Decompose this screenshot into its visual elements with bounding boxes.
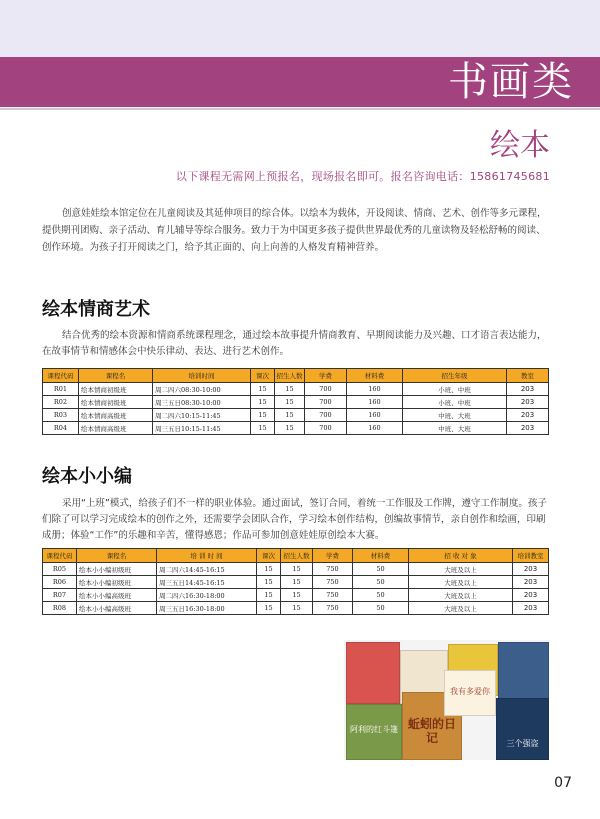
course-code: R02 <box>43 396 79 409</box>
book-cover <box>444 670 496 716</box>
column-header: 培训教室 <box>513 549 549 563</box>
table-header-row <box>43 369 549 383</box>
course-time: 周二四六10:15-11:45 <box>153 409 251 422</box>
book-cover <box>346 704 402 760</box>
course-name: 绘本小小编初级班 <box>77 576 157 589</box>
course-tuition: 700 <box>305 409 347 422</box>
column-header: 培 训 时 间 <box>157 549 257 563</box>
course-room: 203 <box>513 563 549 576</box>
registration-notice: 以下课程无需网上预报名，现场报名即可。报名咨询电话：15861745681 <box>175 170 550 183</box>
table-row <box>43 589 549 602</box>
course-grade: 大班及以上 <box>409 602 513 615</box>
book-cover <box>496 698 549 760</box>
course-room: 203 <box>507 383 549 396</box>
course-room: 203 <box>513 576 549 589</box>
banner-title: 书画类 <box>448 59 574 105</box>
course-sessions: 15 <box>251 409 275 422</box>
course-tuition: 750 <box>313 563 353 576</box>
column-header: 招生年级 <box>403 369 507 383</box>
course-room: 203 <box>507 409 549 422</box>
course-material-fee: 50 <box>353 602 409 615</box>
course-table-little-editor <box>42 548 549 615</box>
course-tuition: 750 <box>313 589 353 602</box>
course-code: R04 <box>43 422 79 435</box>
course-name: 绘本情商高级班 <box>79 422 153 435</box>
column-header: 课程代码 <box>43 369 79 383</box>
course-code: R08 <box>43 602 77 615</box>
column-header: 招生人数 <box>281 549 313 563</box>
course-sessions: 15 <box>257 602 281 615</box>
table-row <box>43 396 549 409</box>
column-header: 课次 <box>251 369 275 383</box>
section-title-little-editor: 绘本小小编 <box>42 466 132 487</box>
picture-book-covers-photo <box>344 640 549 760</box>
course-material-fee: 160 <box>347 409 403 422</box>
course-sessions: 15 <box>257 589 281 602</box>
column-header: 招 收 对 象 <box>409 549 513 563</box>
course-sessions: 15 <box>257 563 281 576</box>
section-description-little-editor: 采用“上班”模式，给孩子们不一样的职业体验。通过面试，签订合同，着统一工作服及工作牌，遵守工作制度。孩子们除了可以学习完成绘本的创作之外，还需要学会团队合作，学习绘本创作结构，创编故事情节，亲自创作和绘画，印刷成册；体验“工作”的乐趣和辛苦，懂得感恩；作品可参加创意娃娃原创绘本大赛。 <box>42 498 547 541</box>
course-sessions: 15 <box>257 576 281 589</box>
course-time: 周三五日10:15-11:45 <box>153 422 251 435</box>
course-code: R05 <box>43 563 77 576</box>
course-time: 周三五日14:45-16:15 <box>157 576 257 589</box>
column-header: 材料费 <box>347 369 403 383</box>
course-sessions: 15 <box>251 383 275 396</box>
course-tuition: 750 <box>313 602 353 615</box>
banner-divider <box>0 108 600 110</box>
course-time: 周三五日16:30-18:00 <box>157 602 257 615</box>
course-room: 203 <box>507 396 549 409</box>
course-name: 绘本小小编初级班 <box>77 563 157 576</box>
course-table-emotional-art <box>42 368 549 435</box>
course-quota: 15 <box>281 589 313 602</box>
column-header: 课次 <box>257 549 281 563</box>
table-row <box>43 409 549 422</box>
book-cover <box>498 642 549 700</box>
table-row <box>43 422 549 435</box>
course-material-fee: 160 <box>347 396 403 409</box>
table-row <box>43 602 549 615</box>
table-row <box>43 576 549 589</box>
course-code: R03 <box>43 409 79 422</box>
course-grade: 中班、大班 <box>403 422 507 435</box>
subtitle: 绘本 <box>490 128 550 163</box>
course-grade: 小班、中班 <box>403 396 507 409</box>
course-grade: 大班及以上 <box>409 576 513 589</box>
table-row <box>43 563 549 576</box>
course-material-fee: 50 <box>353 563 409 576</box>
course-name: 绘本情商初级班 <box>79 396 153 409</box>
course-grade: 小班、中班 <box>403 383 507 396</box>
book-title: 阿利的红斗篷 <box>350 725 398 734</box>
course-sessions: 15 <box>251 396 275 409</box>
top-strip <box>0 0 600 57</box>
course-grade: 大班及以上 <box>409 563 513 576</box>
course-quota: 15 <box>281 602 313 615</box>
section-description-emotional-art: 结合优秀的绘本资源和情商系统课程理念，通过绘本故事提升情商教育、早期阅读能力及兴趣、口才语言表达能力，在故事情节和情感体会中快乐律动、表达、进行艺术创作。 <box>42 330 547 357</box>
course-material-fee: 50 <box>353 589 409 602</box>
table-header-row <box>43 549 549 563</box>
course-tuition: 700 <box>305 422 347 435</box>
course-time: 周二四六08:30-10:00 <box>153 383 251 396</box>
page-number: 07 <box>554 775 572 791</box>
course-quota: 15 <box>281 563 313 576</box>
course-quota: 15 <box>275 409 305 422</box>
column-header: 培训时间 <box>153 369 251 383</box>
course-time: 周三五日08:30-10:00 <box>153 396 251 409</box>
course-material-fee: 50 <box>353 576 409 589</box>
column-header: 招生人数 <box>275 369 305 383</box>
book-title: 三个强盗 <box>506 739 539 748</box>
course-material-fee: 160 <box>347 383 403 396</box>
course-time: 周二四六14:45-16:15 <box>157 563 257 576</box>
course-quota: 15 <box>281 576 313 589</box>
course-tuition: 700 <box>305 383 347 396</box>
course-name: 绘本小小编高级班 <box>77 589 157 602</box>
intro-paragraph: 创意娃娃绘本馆定位在儿童阅读及其延伸项目的综合体。以绘本为载体，开设阅读、情商、艺术、创作等多元课程，提供期刊团购、亲子活动、育儿辅导等综合服务。致力于为中国更多孩子提供世界最优秀的儿童读物及轻松舒畅的阅读、创作环境。为孩子打开阅读之门，给予其正面的、向上向善的人格发育精神营养。 <box>42 208 547 253</box>
column-header: 教室 <box>507 369 549 383</box>
course-quota: 15 <box>275 422 305 435</box>
column-header: 学费 <box>313 549 353 563</box>
course-code: R07 <box>43 589 77 602</box>
course-code: R01 <box>43 383 79 396</box>
course-name: 绘本小小编高级班 <box>77 602 157 615</box>
course-quota: 15 <box>275 396 305 409</box>
column-header: 材料费 <box>353 549 409 563</box>
column-header: 课程名 <box>79 369 153 383</box>
course-name: 绘本情商初级班 <box>79 383 153 396</box>
book-title: 蚯蚓的日记 <box>407 717 456 745</box>
course-name: 绘本情商高级班 <box>79 409 153 422</box>
course-grade: 中班、大班 <box>403 409 507 422</box>
column-header: 课程代码 <box>43 549 77 563</box>
table-row <box>43 383 549 396</box>
course-grade: 大班及以上 <box>409 589 513 602</box>
book-cover <box>346 642 400 704</box>
course-room: 203 <box>513 589 549 602</box>
course-quota: 15 <box>275 383 305 396</box>
course-sessions: 15 <box>251 422 275 435</box>
course-material-fee: 160 <box>347 422 403 435</box>
course-room: 203 <box>513 602 549 615</box>
column-header: 学费 <box>305 369 347 383</box>
course-tuition: 750 <box>313 576 353 589</box>
course-time: 周二四六16:30-18:00 <box>157 589 257 602</box>
course-room: 203 <box>507 422 549 435</box>
course-tuition: 700 <box>305 396 347 409</box>
section-title-emotional-art: 绘本情商艺术 <box>42 299 150 320</box>
course-code: R06 <box>43 576 77 589</box>
book-title: 我有多爱你 <box>450 687 490 696</box>
column-header: 课程名 <box>77 549 157 563</box>
